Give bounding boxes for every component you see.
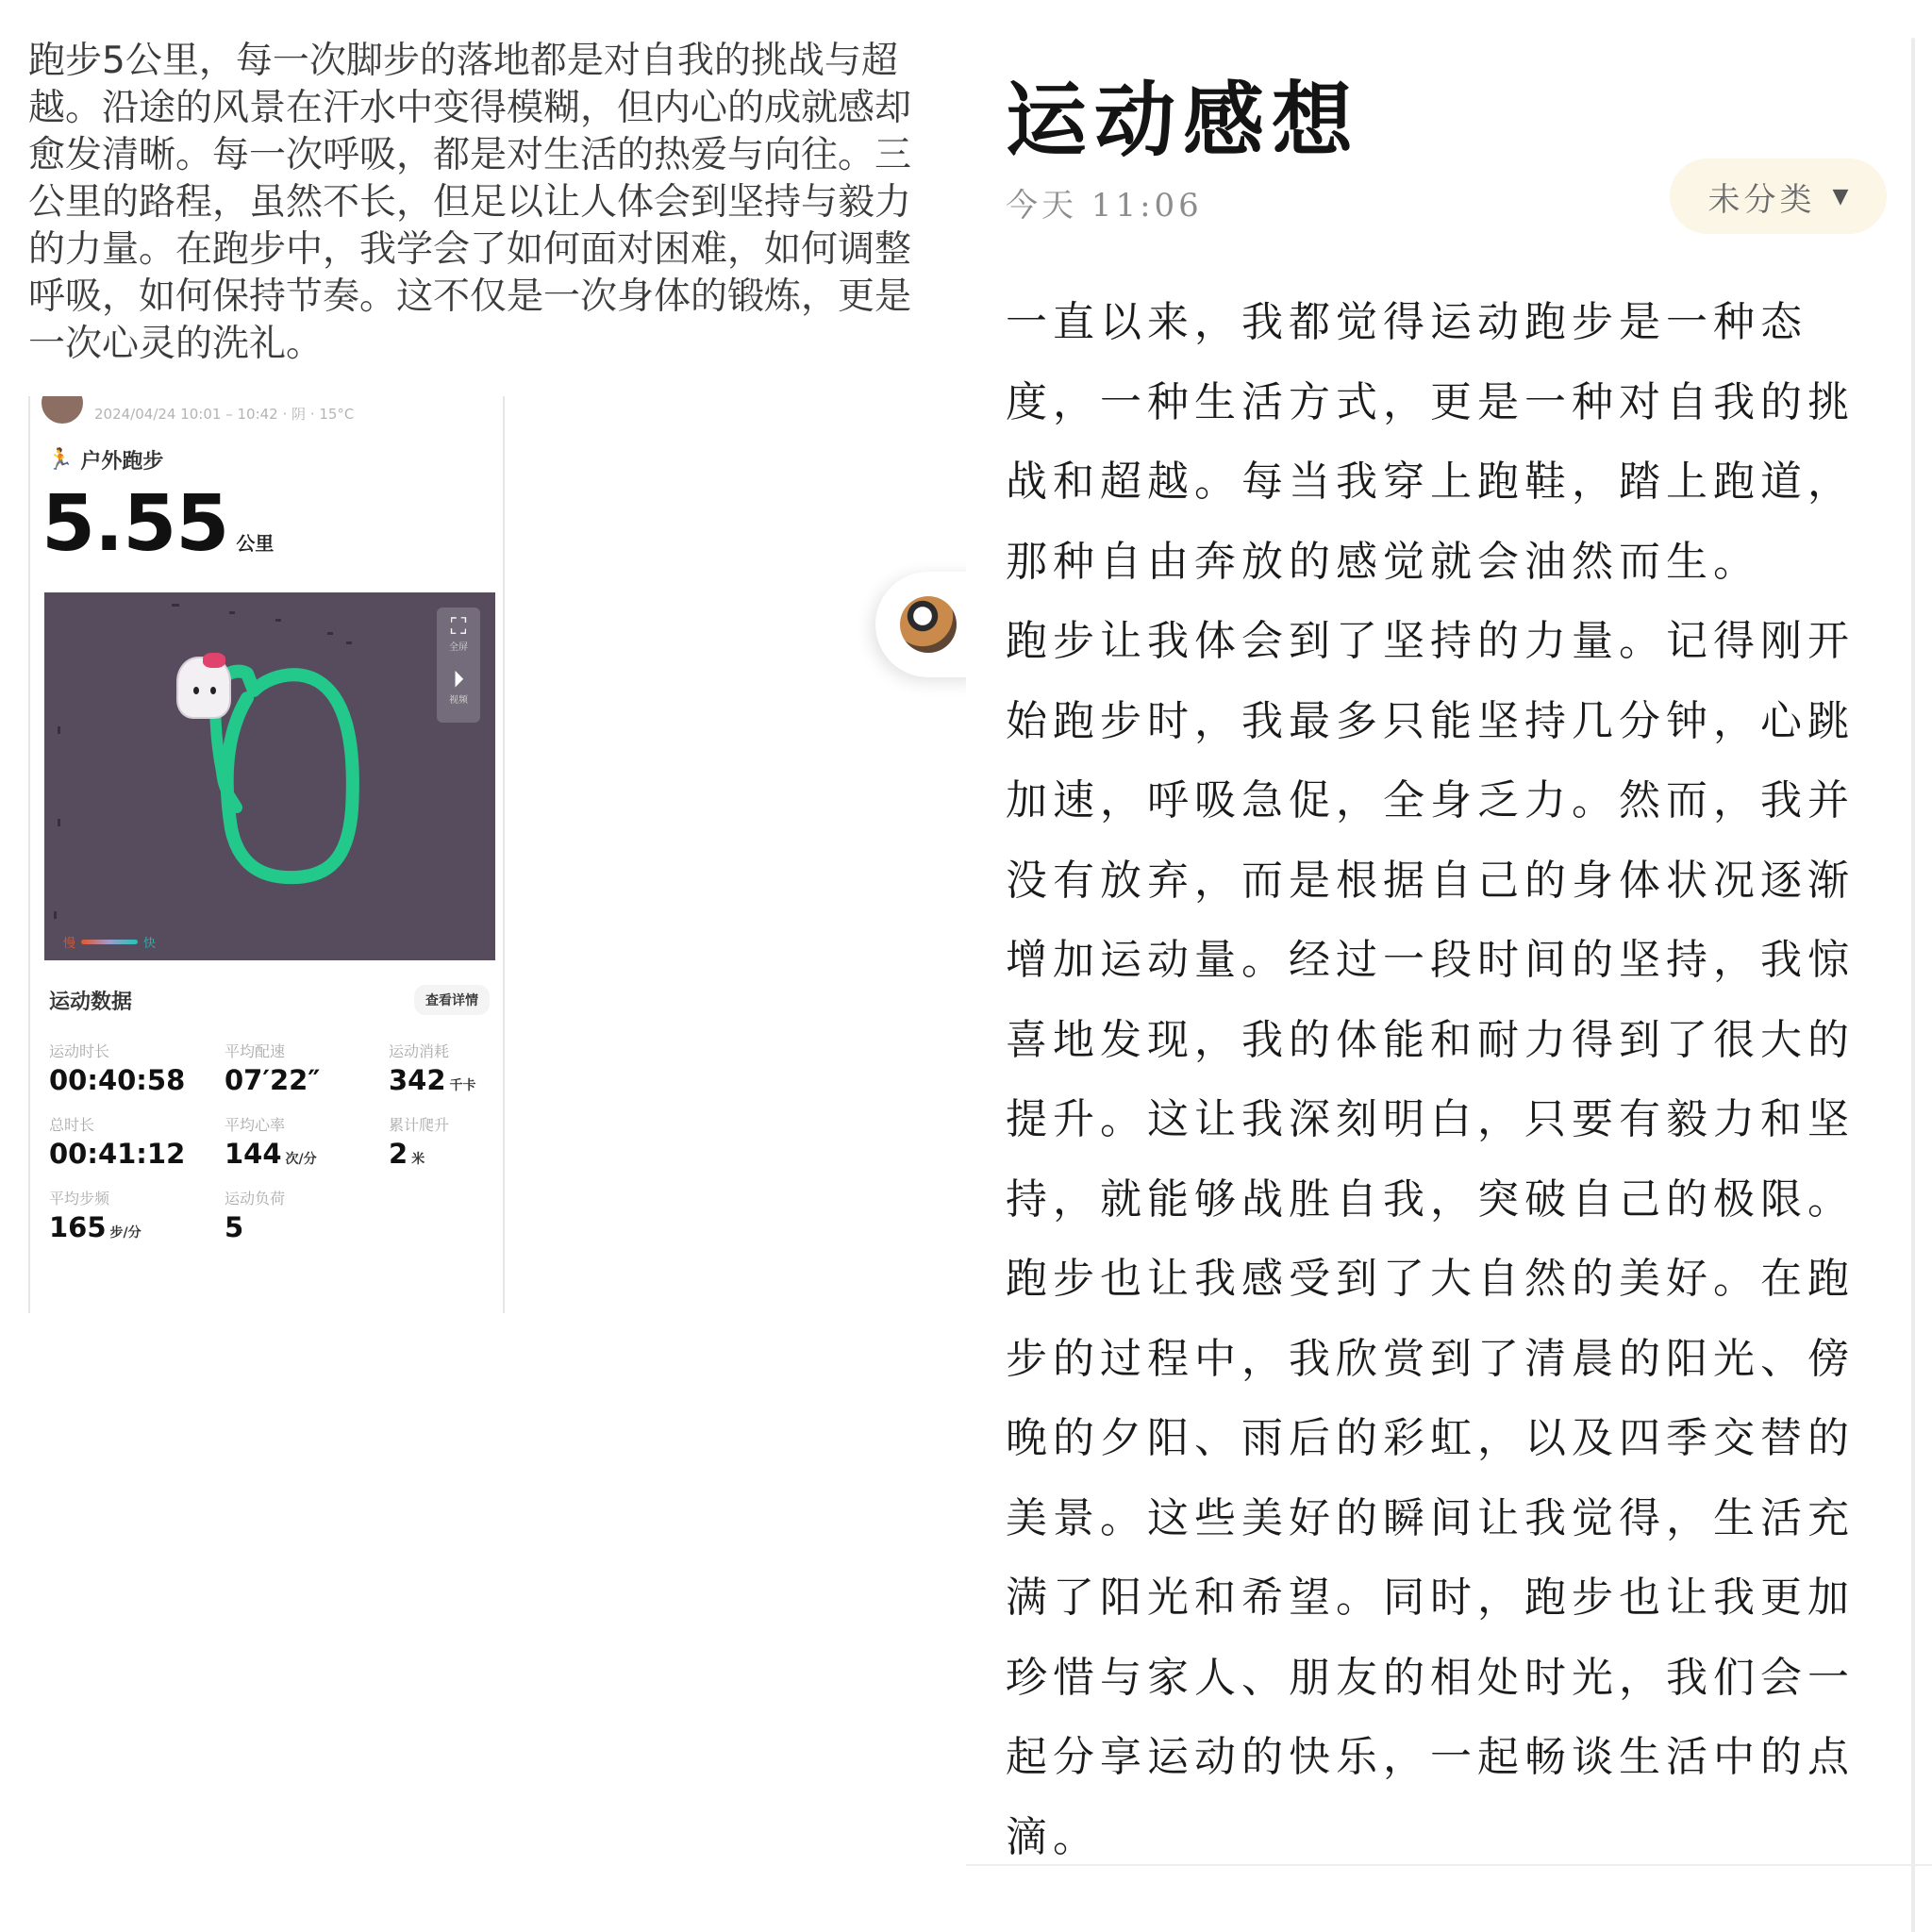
- note-paragraph-3[interactable]: 跑步也让我感受到了大自然的美好。在跑步的过程中，我欣赏到了清晨的阳光、傍晚的夕阳、雨后的彩虹，以及四季交替的美景。这些美好的瞬间让我觉得，生活充满了阳光和希望。同时，跑步也让我更加珍惜与家人、朋友的相处时光，我们会一起分享运动的快乐，一起畅谈生活中的点滴。: [1006, 1255, 1855, 1861]
- post-caption: 跑步5公里，每一次脚步的落地都是对自我的挑战与超越。沿途的风景在汗水中变得模糊，但内心的成就感却愈发清晰。每一次呼吸，都是对生活的热爱与向往。三公里的路程，虽然不长，但足以让人体会到坚持与毅力的力量。在跑步中，我学会了如何面对困难，如何调整呼吸，如何保持节奏。这不仅是一次身体的锻炼，更是一次心灵的洗礼。: [28, 40, 912, 365]
- stat-total-time: 总时长 00:41:12: [49, 1116, 186, 1170]
- fullscreen-label[interactable]: 全屏: [449, 642, 468, 653]
- note-date: 今天 11:06: [1006, 187, 1203, 225]
- note-paragraph-2[interactable]: 跑步让我体会到了坚持的力量。记得刚开始跑步时，我最多只能坚持几分钟，心跳加速，呼吸急促，全身乏力。然而，我并没有放弃，而是根据自己的身体状况逐渐增加运动量。经过一段时间的坚持，我惊喜地发现，我的体能和耐力得到了很大的提升。这让我深刻明白，只要有毅力和坚持，就能够战胜自我，突破自己的极限。: [1006, 617, 1855, 1224]
- pace-legend: [63, 933, 156, 951]
- pace-gradient-bar: [81, 940, 138, 944]
- fullscreen-icon[interactable]: ⛶: [450, 613, 467, 640]
- note-title[interactable]: 运动感想: [1006, 73, 1360, 168]
- workout-card: [28, 396, 505, 1313]
- scrollbar[interactable]: [1911, 38, 1915, 1932]
- map-controls: [437, 608, 480, 723]
- legend-fast: 快: [143, 937, 157, 951]
- route-map[interactable]: [44, 592, 495, 960]
- workout-meta: 2024/04/24 10:01 – 10:42 · 阴 · 15°C: [94, 405, 355, 423]
- stat-avg-heart-rate: 平均心率 144 次/分: [225, 1116, 317, 1170]
- distance-value: 5.55: [42, 479, 229, 569]
- stats-header: [49, 985, 490, 1015]
- category-label[interactable]: 未分类: [1707, 180, 1816, 219]
- note-body[interactable]: [1006, 283, 1864, 1877]
- bottom-divider: [966, 1864, 1932, 1866]
- stats-title: 运动数据: [49, 990, 133, 1014]
- stat-avg-pace: 平均配速 07′22″: [225, 1042, 321, 1096]
- workout-type: [47, 445, 163, 475]
- stat-avg-cadence: 平均步频 165 步/分: [49, 1190, 142, 1243]
- workout-meta-row: [42, 396, 354, 430]
- view-details-button[interactable]: 查看详情: [414, 985, 490, 1015]
- stat-calories: 运动消耗 342 千卡: [389, 1042, 476, 1096]
- play-video-icon[interactable]: ⏵: [453, 666, 464, 692]
- legend-slow: 慢: [63, 937, 76, 951]
- distance-readout: [42, 479, 274, 569]
- stat-duration: 运动时长 00:40:58: [49, 1042, 186, 1096]
- mascot-sticker: [176, 657, 231, 719]
- running-person-icon: 🏃: [47, 448, 74, 472]
- caret-down-icon[interactable]: ▼: [1832, 184, 1849, 208]
- video-label[interactable]: 视频: [449, 695, 468, 706]
- note-editor: [966, 0, 1932, 1932]
- category-dropdown[interactable]: [1670, 158, 1887, 234]
- distance-unit: 公里: [236, 532, 275, 555]
- stat-elevation-gain: 累计爬升 2 米: [389, 1116, 450, 1170]
- avatar: [42, 396, 83, 424]
- note-paragraph-1[interactable]: 一直以来，我都觉得运动跑步是一种态度，一种生活方式，更是一种对自我的挑战和超越。每当我穿上跑鞋，踏上跑道，那种自由奔放的感觉就会油然而生。: [1006, 298, 1855, 586]
- workout-type-label: 户外跑步: [80, 450, 164, 474]
- avatar[interactable]: [900, 596, 957, 653]
- route-track: [44, 592, 495, 960]
- stat-training-load: 运动负荷 5: [225, 1190, 286, 1243]
- stats-grid: [49, 1041, 492, 1245]
